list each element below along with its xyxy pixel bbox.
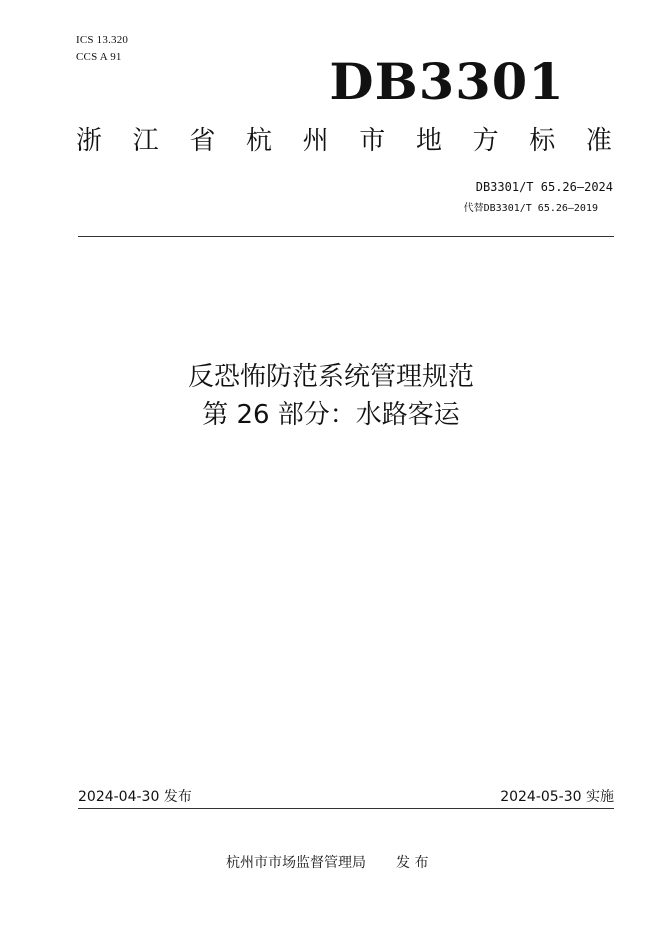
footer-divider xyxy=(78,808,614,809)
db-logo-code: DB3301 xyxy=(329,52,565,111)
header-divider xyxy=(78,236,614,237)
document-title xyxy=(0,358,662,434)
standard-type-char: 方 xyxy=(472,126,499,156)
issuer-line xyxy=(226,853,428,873)
standard-type-char: 市 xyxy=(359,126,386,156)
ccs-code: CCS A 91 xyxy=(76,51,122,63)
standard-type-char: 标 xyxy=(529,126,556,156)
title-line-1: 反恐怖防范系统管理规范 xyxy=(187,362,474,392)
standard-type-char: 江 xyxy=(132,126,159,156)
standard-type-char: 准 xyxy=(585,126,612,156)
title-line-2: 第 26 部分：水路客运 xyxy=(202,400,460,430)
standard-type-char: 州 xyxy=(302,126,329,156)
standard-type-char: 杭 xyxy=(245,126,272,156)
issuer-action: 发 布 xyxy=(396,855,429,871)
ics-code: ICS 13.320 xyxy=(76,34,129,46)
standard-number: DB3301/T 65.26—2024 xyxy=(475,180,613,194)
standard-type-char: 省 xyxy=(189,126,216,156)
issuer-name: 杭州市市场监督管理局 xyxy=(226,855,366,871)
publication-date: 2024-04-30 发布 xyxy=(78,789,192,805)
standard-type-char: 地 xyxy=(415,126,442,156)
replaces-standard: 代替DB3301/T 65.26—2019 xyxy=(463,203,598,214)
standard-type-char: 浙 xyxy=(76,126,103,156)
standard-type-heading xyxy=(76,124,612,158)
implementation-date: 2024-05-30 实施 xyxy=(500,789,614,805)
